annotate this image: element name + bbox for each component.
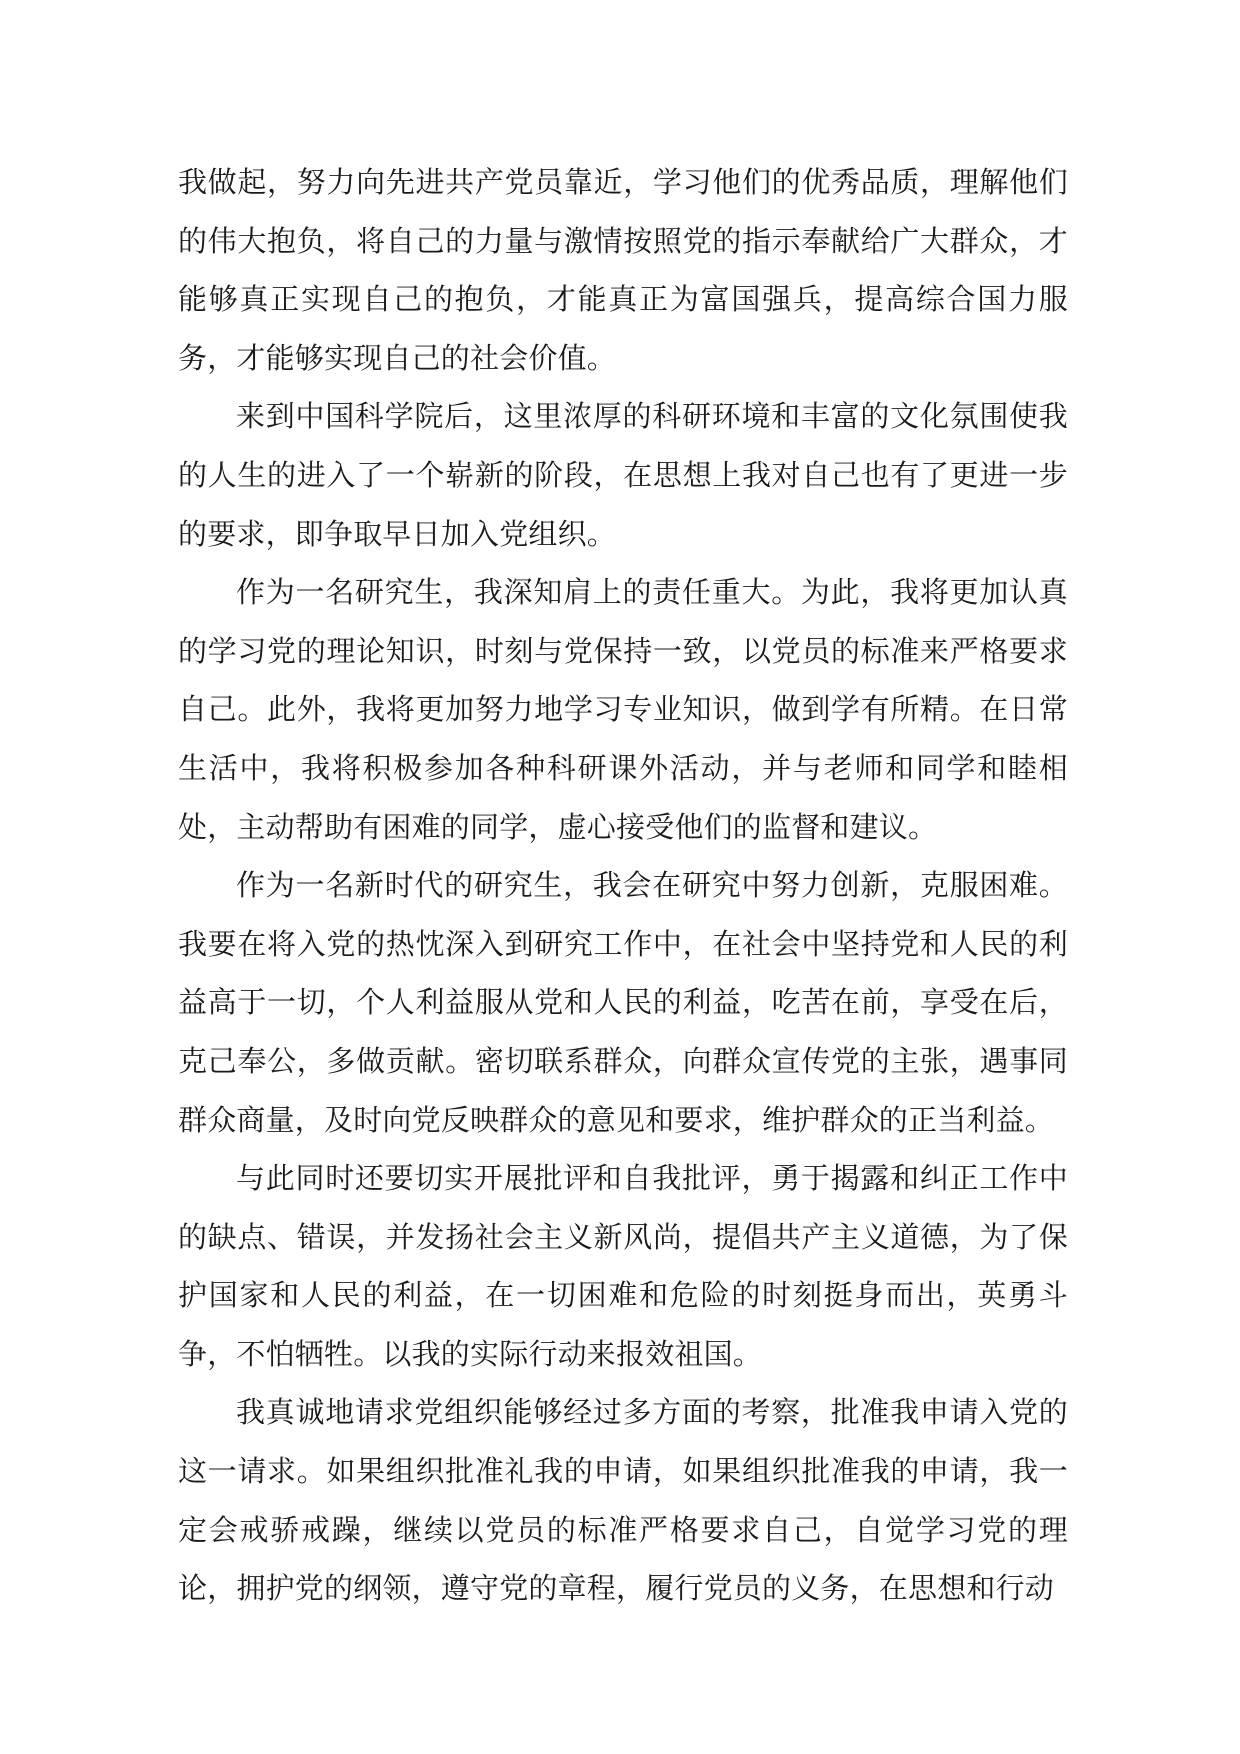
paragraph: 我真诚地请求党组织能够经过多方面的考察，批准我申请入党的这一请求。如果组织批准礼我的申请，如果组织批准我的申请，我一定会戒骄戒躁，继续以党员的标准严格要求自己，自觉学习党的理论，拥护党的纲领，遵守党的章程，履行党员的义务，在思想和行动 <box>178 1395 1068 1606</box>
paragraph: 来到中国科学院后，这里浓厚的科研环境和丰富的文化氛围使我的人生的进入了一个崭新的阶段，在思想上我对自己也有了更进一步的要求，即争取早日加入党组织。 <box>178 399 1068 551</box>
paragraph: 与此同时还要切实开展批评和自我批评，勇于揭露和纠正工作中的缺点、错误，并发扬社会主义新风尚，提倡共产主义道德，为了保护国家和人民的利益，在一切困难和危险的时刻挺身而出，英勇斗争，不怕牺牲。以我的实际行动来报效祖国。 <box>178 1161 1068 1371</box>
paragraph: 作为一名研究生，我深知肩上的责任重大。为此，我将更加认真的学习党的理论知识，时刻与党保持一致，以党员的标准来严格要求自己。此外，我将更加努力地学习专业知识，做到学有所精。在日常生活中，我将积极参加各种科研课外活动，并与老师和同学和睦相处，主动帮助有困难的同学，虚心接受他们的监督和建议。 <box>178 575 1068 844</box>
paragraph-continuation: 我做起，努力向先进共产党员靠近，学习他们的优秀品质，理解他们的伟大抱负，将自己的力量与激情按照党的指示奉献给广大群众，才能够真正实现自己的抱负，才能真正为富国强兵，提高综合国力服务，才能够实现自己的社会价值。 <box>178 165 1068 375</box>
document-body <box>178 153 1068 1618</box>
paragraph: 作为一名新时代的研究生，我会在研究中努力创新，克服困难。我要在将入党的热忱深入到研究工作中，在社会中坚持党和人民的利益高于一切，个人利益服从党和人民的利益，吃苦在前，享受在后，克己奉公，多做贡献。密切联系群众，向群众宣传党的主张，遇事同群众商量，及时向党反映群众的意见和要求，维护群众的正当利益。 <box>178 868 1068 1137</box>
